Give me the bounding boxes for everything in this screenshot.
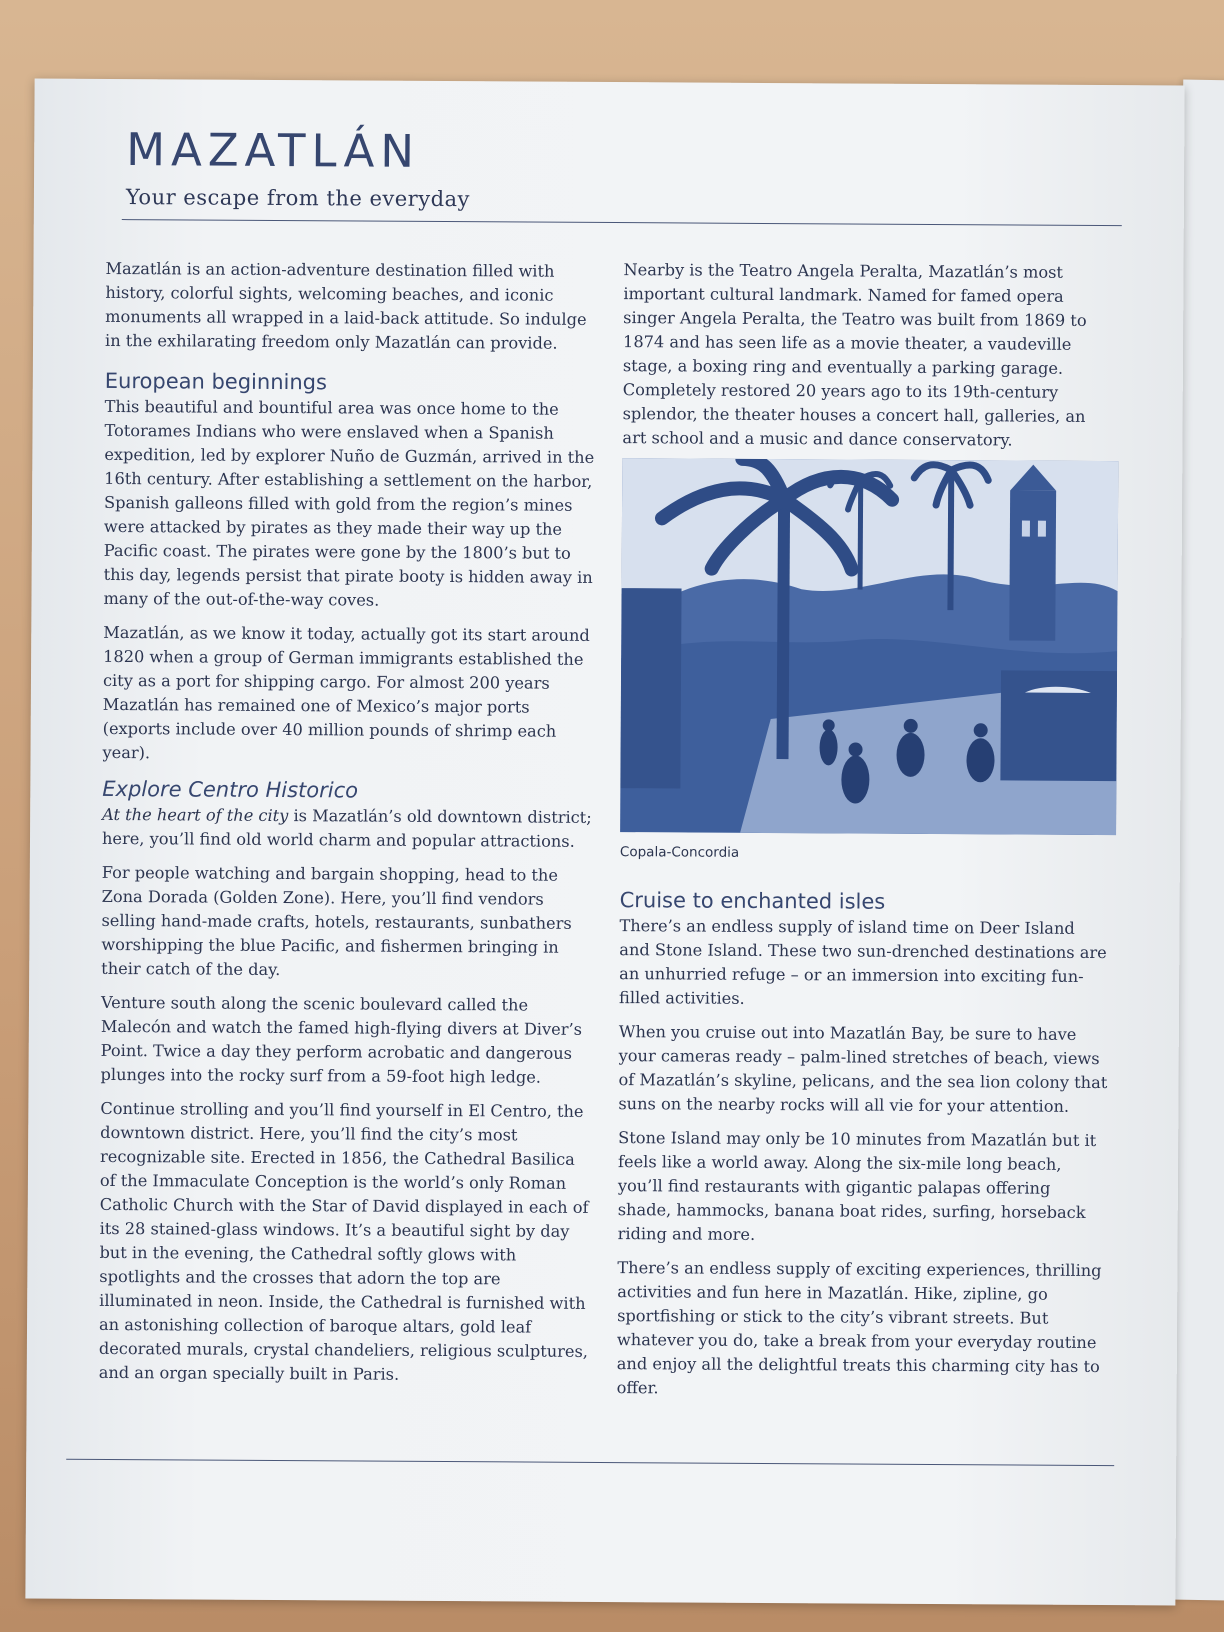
page-subtitle: Your escape from the everyday xyxy=(125,185,471,212)
copala-concordia-photo xyxy=(620,458,1118,835)
cruise-paragraph-4: There’s an endless supply of exciting experiences, thrilling activities and fun here in Mazatlán. Hike, zipline, go sportfishing or stick to the city’s vibrant streets. But whatever you do, take a break from your everyday routine and enjoy all the delightful treats this charming city has to offer. xyxy=(616,1258,1102,1398)
centro-heading: Explore Centro Historico xyxy=(102,776,359,803)
photo-illustration xyxy=(620,458,1118,835)
centro-paragraph-4: Continue strolling and you’ll find yourself in El Centro, the downtown district. Here, you’ll find the city’s most recognizable site. Erected in 1856, the Cathedral Basilica of the Immaculate Conception is the world’s only Roman Catholic Church with the Star of David displayed in each of its 28 stained-glass windows. It’s a beautiful sight by day but in the evening, the Cathedral softly glows with spotlights and the crosses that adorn the top are illuminated in neon. Inside, the Cathedral is furnished with an astonishing collection of baroque altars, gold leaf decorated murals, crystal chandeliers, religious sculptures, and an organ specially built in Paris. xyxy=(98,1098,589,1384)
photo-caption: Copala-Concordia xyxy=(619,844,740,861)
centro-lead-rest: is Mazatlán’s old downtown district; here, you’ll find old world charm and popular attractions. xyxy=(101,806,592,851)
brochure-page xyxy=(25,79,1184,1606)
right-column xyxy=(617,258,1114,1413)
cruise-paragraph-2: When you cruise out into Mazatlán Bay, be sure to have your cameras ready – palm-lined stretches of beach, views of Mazatlán’s skyline, pelicans, and the sea lion colony that suns on the nearby rocks will all vie for your attention. xyxy=(618,1022,1108,1116)
centro-paragraph-3: Venture south along the scenic boulevard called the Malecón and watch the famed high-flying divers at Diver’s Point. Twice a day they perform acrobatic and dangerous plunges into the rocky surf from a 59-foot high ledge. xyxy=(100,992,582,1087)
centro-paragraph-1 xyxy=(102,803,592,854)
centro-lead-italic: At the heart of the city xyxy=(102,804,289,826)
top-divider xyxy=(122,219,1122,226)
page-title: MAZATLÁN xyxy=(126,123,421,178)
bottom-divider xyxy=(66,1459,1114,1466)
intro-paragraph: Mazatlán is an action-adventure destination filled with history, colorful sights, welcoming beaches, and iconic monuments all wrapped in a laid-back attitude. So indulge in the exhilarating freedom only Mazatlán can provide. xyxy=(104,258,587,353)
european-paragraph-1: This beautiful and bountiful area was once home to the Totorames Indians who were enslaved when a Spanish expedition, led by explorer Nuño de Guzmán, arrived in the 16th century. After establishing a settlement on the harbor, Spanish galleons filled with gold from the region’s mines were attacked by pirates as they made their way up the Pacific coast. The pirates were gone by the 1800’s but to this day, legends persist that pirate booty is hidden away in many of the out-of-the-way coves. xyxy=(103,396,595,610)
teatro-paragraph: Nearby is the Teatro Angela Peralta, Mazatlán’s most important cultural landmark. Named for famed opera singer Angela Peralta, the Teatro was built from 1869 to 1874 and has seen life as a movie theater, a vaudeville stage, a boxing ring and eventually a parking garage. Completely restored 20 years ago to its 19th-century splendor, the theater houses a concert hall, galleries, an art school and a music and dance conservatory. xyxy=(622,260,1087,450)
left-column xyxy=(99,257,596,1398)
european-heading: European beginnings xyxy=(104,368,328,395)
cruise-paragraph-3: Stone Island may only be 10 minutes from Mazatlán but it feels like a world away. Along the six-mile long beach, you’ll find restaurants with gigantic palapas offering shade, hammocks, banana boat rides, surfing, horseback riding and more. xyxy=(617,1128,1097,1244)
centro-paragraph-2: For people watching and bargain shopping, head to the Zona Dorada (Golden Zone). Here, you’ll find vendors selling hand-made crafts, hotels, restaurants, sunbathers worshipping the blue Pacific, and fishermen bringing in their catch of the day. xyxy=(101,862,572,980)
cruise-paragraph-1: There’s an endless supply of island time on Deer Island and Stone Island. These two sun-drenched destinations are an unhurried refuge – or an immersion into exciting fun-filled activities. xyxy=(618,916,1107,1008)
cruise-heading: Cruise to enchanted isles xyxy=(619,888,886,914)
european-paragraph-2: Mazatlán, as we know it today, actually got its start around 1820 when a group of German immigrants established the city as a port for shipping cargo. For almost 200 years Mazatlán has remained one of Mexico’s major ports (exports include over 40 million pounds of shrimp each year). xyxy=(102,622,590,763)
